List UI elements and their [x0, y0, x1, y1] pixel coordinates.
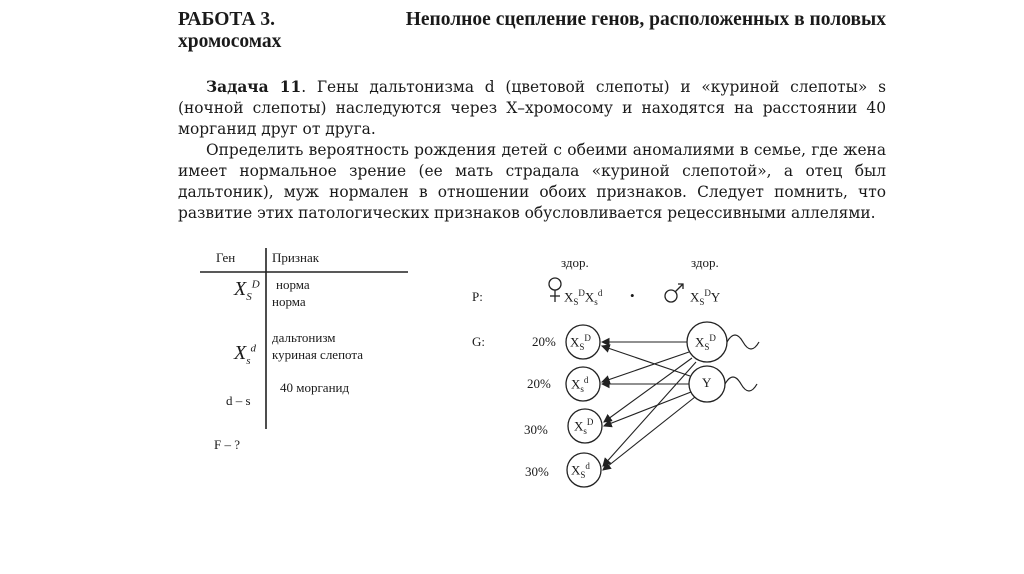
gamete-1-percent: 20% [532, 334, 556, 349]
cross-diagram [440, 244, 780, 504]
female-genotype: $X_S^DX_s^d$ [564, 288, 603, 307]
left-edge-bar [0, 0, 6, 574]
healthy-female-label: здор. [561, 255, 589, 270]
trait-normal-1: норма [276, 277, 310, 292]
arrow-y-to-g3 [604, 392, 691, 426]
gamete-1-label: $X_S^D$ [570, 333, 591, 352]
task-paragraph-1 [178, 77, 886, 140]
task-paragraph-2: Определить вероятность рождения детей с обеими аномалиями в семье, где жена имеет нормальное зрение (ее мать страдала «куриной слепотой», а отец был дальтоник), муж нормален в отношении обоих признаков. Следует помнить, что развитие этих патологических признаков обусловливается рецессивными аллелями. [178, 141, 886, 222]
parents-label: P: [472, 289, 483, 304]
male-symbol-arrow [675, 284, 683, 292]
work-number: РАБОТА 3. [178, 9, 276, 30]
gamete-3-percent: 30% [524, 422, 548, 437]
gamete-3-label: $X_s^D$ [574, 417, 594, 436]
male-gamete-y-label: Y [702, 375, 712, 390]
slide-title [178, 9, 886, 53]
arrow-x-to-g2 [602, 352, 689, 382]
male-genotype: $X_S^DY$ [690, 288, 721, 307]
topic-line-2: хромосомах [178, 31, 282, 52]
healthy-male-label: здор. [691, 255, 719, 270]
cross-symbol: • [630, 288, 635, 303]
task-paragraph-1-text: . Гены дальтонизма d (цветовой слепоты) и «куриной слепоты» s (ночной слепоты) наследуются через X–хромосому и находятся на расстоянии 40 морганид друг от друга. [178, 78, 886, 138]
offspring-question: F – ? [214, 437, 240, 452]
male-gamete-x-label: $X_S^D$ [695, 333, 716, 352]
arrow-x-to-g3 [604, 358, 692, 422]
gametes-label: G: [472, 334, 485, 349]
gamete-2-label: $X_s^d$ [571, 375, 589, 394]
gamete-4-label: $X_S^d$ [571, 461, 590, 480]
distance-label: d – s [226, 393, 251, 408]
task-label: Задача 11 [206, 78, 302, 96]
female-symbol-circle [549, 278, 561, 290]
arrow-y-to-g1 [602, 346, 690, 376]
gene-recessive: $X_s^d$ [234, 342, 256, 367]
gene-dominant: $X_S^D$ [234, 278, 260, 303]
trait-normal-2: норма [272, 294, 306, 309]
topic-line-1: Неполное сцепление генов, расположенных в половых [405, 9, 886, 30]
trait-nightblind: куриная слепота [272, 347, 363, 362]
table-header-gene: Ген [216, 250, 236, 265]
gene-table [200, 244, 415, 464]
table-header-trait: Признак [272, 250, 320, 265]
distance-value: 40 морганид [280, 380, 350, 395]
gamete-2-percent: 20% [527, 376, 551, 391]
trait-colorblind: дальтонизм [272, 330, 336, 345]
cross-lines [440, 244, 780, 504]
sperm-tail-1 [727, 335, 759, 349]
gamete-4-percent: 30% [525, 464, 549, 479]
arrow-x-to-g4 [603, 362, 696, 466]
right-edge-bar [1018, 0, 1024, 574]
sperm-tail-2 [725, 377, 757, 391]
task-text [178, 77, 886, 224]
